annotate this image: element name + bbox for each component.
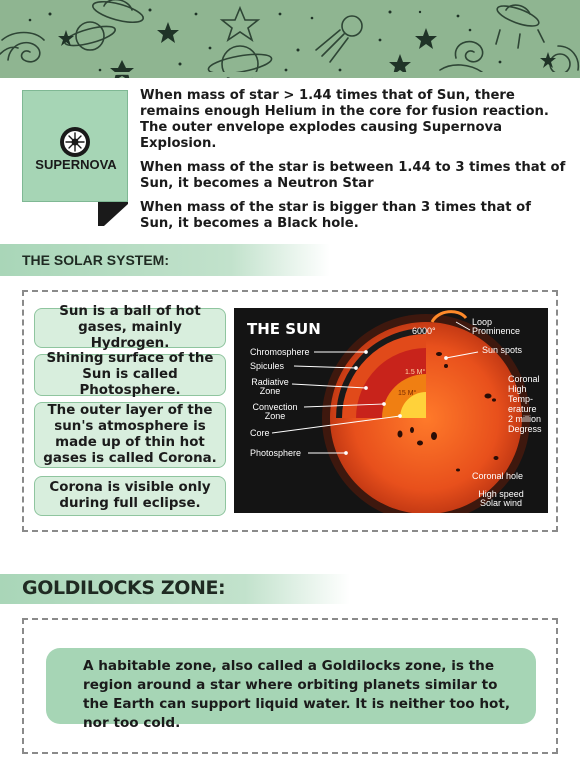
fact-card: [34, 476, 226, 516]
label-corona-line2: High: [508, 384, 527, 394]
fact-text: The outer layer of the sun's atmosphere is made up of thin hot gases is called Corona.: [43, 403, 217, 466]
supernova-badge: [22, 90, 128, 202]
label-core: Core: [250, 428, 270, 438]
solar-system-header: [0, 244, 330, 276]
label-photosphere: Photosphere: [250, 448, 302, 458]
supernova-label: SUPERNOVA: [35, 157, 117, 172]
supernova-paragraph: When mass of star > 1.44 times that of Sun, there remains enough Helium in the core for fusion reaction. The outer envelope explodes causing Supernova Explosion.: [140, 88, 549, 151]
goldilocks-description-box: [46, 648, 536, 731]
label-coronal-hole: Coronal hole: [472, 471, 524, 481]
supernova-badge-tail: [98, 202, 128, 228]
label-wind-line2: Solar wind: [479, 498, 523, 508]
sun-diagram-title: THE SUN: [247, 320, 321, 338]
banner-torn-edge: [0, 72, 580, 78]
space-doodle-banner: [0, 0, 580, 78]
label-corona-line5: 2 million: [508, 414, 542, 424]
fact-text: Corona is visible only during full eclipse.: [49, 480, 211, 511]
label-corona-line6: Degress: [508, 424, 542, 434]
fact-text: Shining surface of the Sun is called Photosphere.: [46, 351, 214, 398]
temperature-core-label: 15 M°: [398, 390, 417, 397]
label-convection-zone: [248, 403, 302, 421]
solar-system-heading: THE SOLAR SYSTEM:: [22, 252, 170, 268]
label-corona: [508, 374, 542, 434]
temperature-radiative-label: 1.5 M°: [405, 369, 426, 376]
goldilocks-heading: GOLDILOCKS ZONE:: [22, 577, 226, 599]
fact-card: [34, 351, 226, 398]
label-corona-line3: Temp-: [508, 394, 534, 404]
label-convection-line2: Zone: [264, 411, 286, 421]
sun-diagram: [234, 308, 548, 513]
black-hole-paragraph: When mass of the star is bigger than 3 times that of Sun, it becomes a Black hole.: [140, 200, 531, 231]
label-radiative-line2: Zone: [259, 386, 281, 396]
label-wind-line1: High speed: [478, 489, 524, 499]
fact-card: [34, 402, 226, 468]
label-loop-line2: Prominence: [472, 326, 521, 336]
label-solar-wind: [472, 490, 530, 508]
label-chromosphere: Chromosphere: [250, 347, 310, 357]
supernova-description: [140, 88, 566, 240]
label-radiative-zone: [248, 378, 292, 396]
label-corona-line1: Coronal: [508, 374, 540, 384]
label-corona-line4: erature: [508, 404, 537, 414]
fact-card: [34, 304, 226, 351]
supernova-icon: [57, 124, 93, 160]
space-doodle-illustration: [0, 0, 580, 78]
label-spicules: Spicules: [250, 361, 285, 371]
label-loop-line1: Loop: [472, 317, 493, 327]
label-sun-spots: Sun spots: [482, 345, 523, 355]
goldilocks-text: A habitable zone, also called a Goldilocks zone, is the region around a star where orbiting planets similar to the Earth can support liquid water. It is neither too hot, nor too cold.: [83, 658, 511, 731]
label-radiative-line1: Radiative: [251, 377, 289, 387]
fact-text: Sun is a ball of hot gases, mainly Hydrogen.: [59, 304, 201, 351]
label-convection-line1: Convection: [252, 402, 298, 412]
temperature-surface-label: 6000°: [412, 326, 436, 336]
goldilocks-header: [0, 574, 350, 604]
neutron-star-paragraph: When mass of the star is between 1.44 to 3 times that of Sun, it becomes a Neutron Star: [140, 160, 566, 191]
label-loop-prominence: [472, 318, 520, 336]
